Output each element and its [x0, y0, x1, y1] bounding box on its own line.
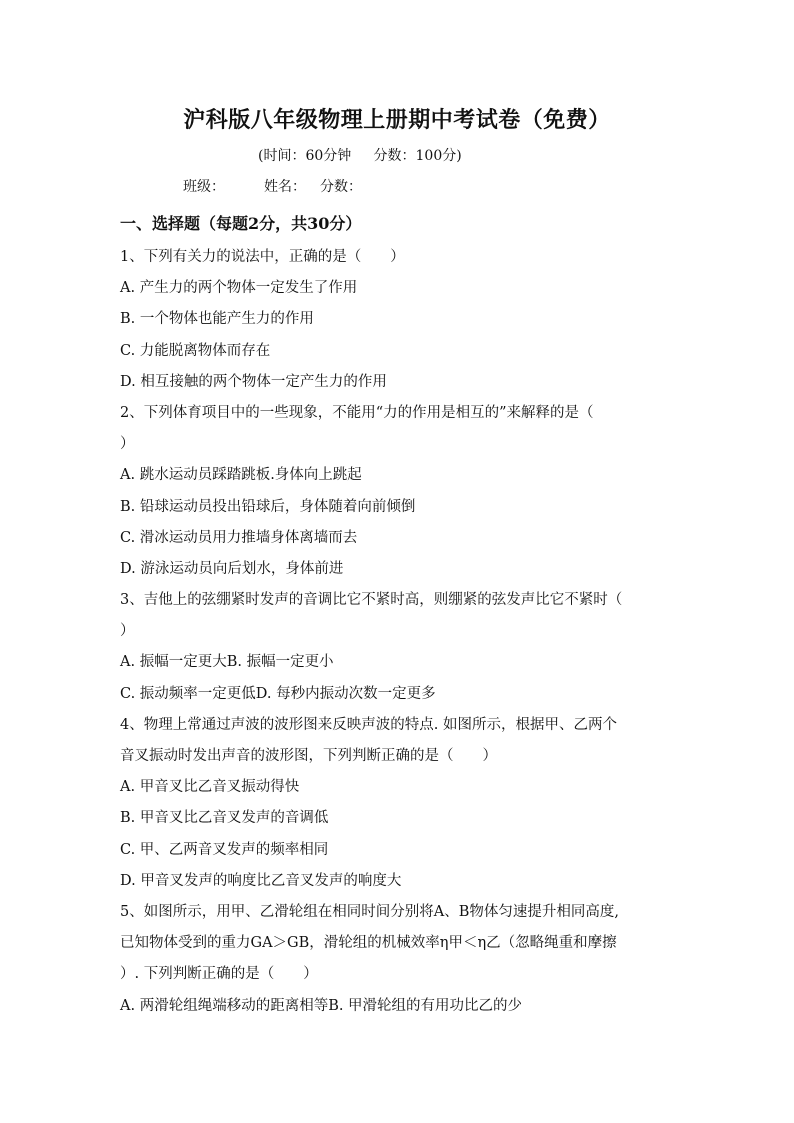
student-info	[183, 176, 362, 196]
question-line: D. 甲音叉发声的响度比乙音叉发声的响度大	[120, 872, 402, 889]
question-line: A. 跳水运动员踩踏跳板.身体向上跳起	[120, 467, 362, 484]
question-line: A. 甲音叉比乙音叉振动得快	[120, 779, 300, 796]
class-label: 班级：	[183, 179, 225, 195]
question-line: 4、物理上常通过声波的波形图来反映声波的特点. 如图所示，根据甲、乙两个	[120, 716, 617, 733]
page-title: 沪科版八年级物理上册期中考试卷（免费）	[183, 107, 611, 133]
question-line: C. 甲、乙两音叉发声的频率相同	[120, 841, 329, 858]
name-label: 姓名：	[264, 179, 306, 195]
question-line: ）	[120, 436, 135, 453]
question-line: B. 铅球运动员投出铅球后，身体随着向前倾倒	[120, 498, 416, 515]
question-line: 2、下列体育项目中的一些现象，不能用“力的作用是相互的”来解释的是（	[120, 404, 594, 421]
score-label: 分数：	[320, 179, 362, 195]
question-line: B. 甲音叉比乙音叉发声的音调低	[120, 810, 329, 827]
question-line: B. 一个物体也能产生力的作用	[120, 311, 314, 328]
question-line: C. 力能脱离物体而存在	[120, 342, 271, 359]
question-line: D. 游泳运动员向后划水，身体前进	[120, 560, 344, 577]
section-heading: 一、选择题（每题2分，共30分）	[120, 214, 362, 233]
question-line: 3、吉他上的弦绷紧时发声的音调比它不紧时高，则绷紧的弦发声比它不紧时（	[120, 592, 623, 609]
question-line: 音叉振动时发出声音的波形图，下列判断正确的是（ ）	[120, 748, 497, 764]
question-line: A. 振幅一定更大B. 振幅一定更小	[120, 654, 334, 671]
question-line: ）. 下列判断正确的是（ ）	[120, 966, 318, 983]
question-line: 5、如图所示，用甲、乙滑轮组在相同时间分别将A、B物体匀速提升相同高度,	[120, 903, 619, 920]
question-line: 已知物体受到的重力GA＞GB，滑轮组的机械效率η甲＜η乙（忽略绳重和摩擦	[120, 935, 617, 952]
question-line: C. 滑冰运动员用力推墙身体离墙而去	[120, 529, 358, 546]
question-line: D. 相互接触的两个物体一定产生力的作用	[120, 373, 387, 390]
question-list	[120, 245, 680, 1025]
question-line: A. 产生力的两个物体一定发生了作用	[120, 280, 358, 297]
question-line: A. 两滑轮组绳端移动的距离相等B. 甲滑轮组的有用功比乙的少	[120, 997, 523, 1014]
question-line: C. 振动频率一定更低D. 每秒内振动次数一定更多	[120, 685, 436, 702]
question-line: ）	[120, 623, 135, 640]
exam-info: (时间：60分钟 分数：100分)	[258, 148, 462, 164]
question-line: 1、下列有关力的说法中，正确的是（ ）	[120, 249, 405, 265]
